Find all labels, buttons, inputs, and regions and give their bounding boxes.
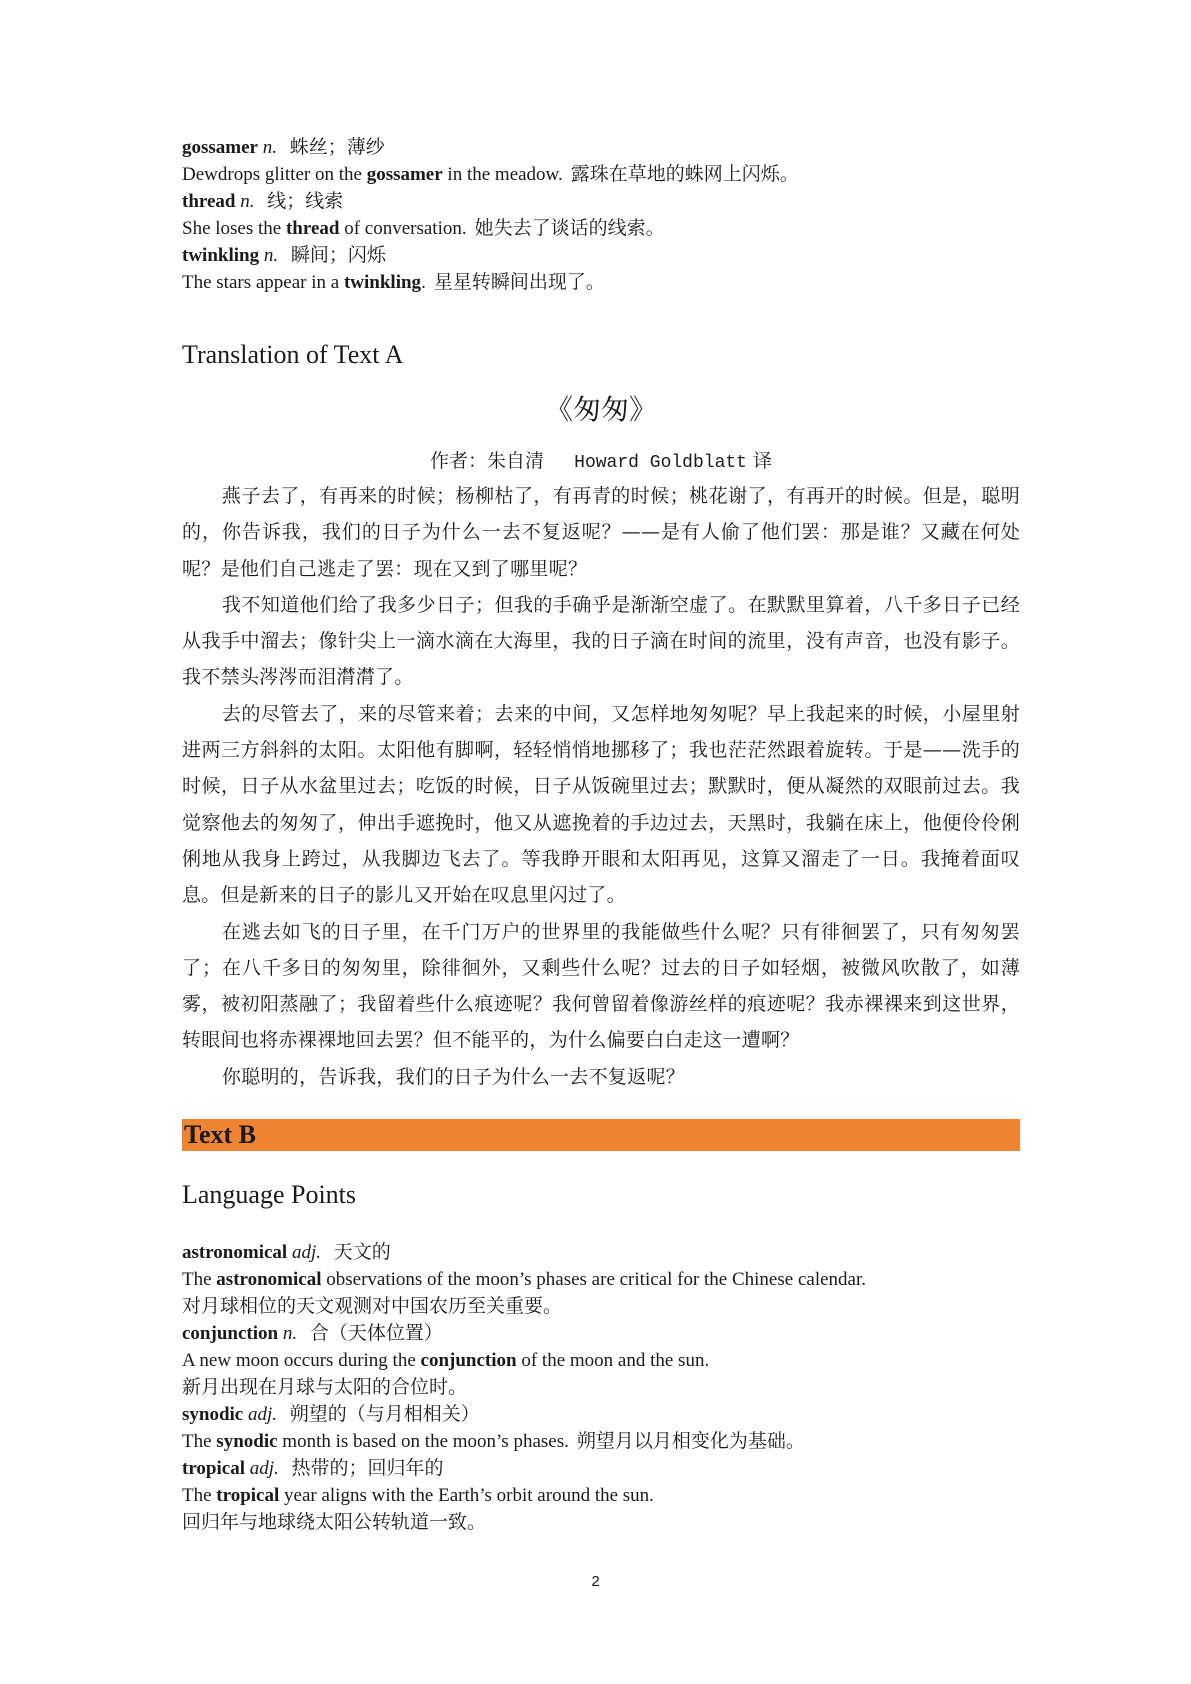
essay-paragraph: 在逃去如飞的日子里，在千门万户的世界里的我能做些什么呢？只有徘徊罢了，只有匆匆罢了；在八千多日的匆匆里，除徘徊外，又剩些什么呢？过去的日子如轻烟，被微风吹散了，如薄雾，被初阳蒸融了；我留着些什么痕迹呢？我何曾留着像游丝样的痕迹呢？我赤裸裸来到这世界，转眼间也将赤裸裸地回去罢？但不能平的，为什么偏要白白走这一遭啊？ [182,920,1020,1052]
vocab-meaning: 朔望的（与月相相关） [289,1404,480,1425]
example-text: A new moon occurs during the [182,1350,421,1371]
essay-body [182,478,1020,1095]
vocab-example-translation: 新月出现在月球与太阳的合位时。 [182,1377,468,1398]
vocab-example [182,269,1020,296]
vocab-pos: n. [263,245,279,266]
essay-title: 《匆匆》 [544,393,657,426]
example-text: in the meadow. [442,164,563,185]
example-translation: 她失去了谈话的线索。 [474,218,665,239]
vocab-example [182,1266,1020,1293]
example-text: The [182,1485,217,1506]
vocab-entry [182,1320,1020,1347]
vocab-entry [182,134,1020,161]
essay-paragraph: 我不知道他们给了我多少日子；但我的手确乎是渐渐空虚了。在默默里算着，八千多日子已经从我手中溜去；像针尖上一滴水滴在大海里，我的日子滴在时间的流里，没有声音，也没有影子。我不禁头涔涔而泪潸潸了。 [182,593,1020,689]
example-text: of conversation. [339,218,467,239]
vocab-meaning: 瞬间；闪烁 [290,245,386,266]
vocab-pos: n. [282,1323,298,1344]
example-text: year aligns with the Earth’s orbit around the sun. [279,1485,654,1506]
vocab-entry [182,188,1020,215]
example-keyword: tropical [216,1485,280,1506]
vocab-meaning: 蛛丝；薄纱 [289,137,385,158]
translator-suffix: 译 [753,450,773,472]
vocab-entry [182,1455,1020,1482]
example-keyword: twinkling [343,272,422,293]
vocab-entry [182,1401,1020,1428]
essay-paragraph: 燕子去了，有再来的时候；杨柳枯了，有再青的时候；桃花谢了，有再开的时候。但是，聪明的，你告诉我，我们的日子为什么一去不复返呢？——是有人偷了他们罢：那是谁？又藏在何处呢？是他们自己逃走了罢：现在又到了哪里呢？ [182,485,1020,580]
vocab-pos: adj. [248,1404,278,1425]
example-text: She loses the [182,218,286,239]
vocab-pos: n. [240,191,255,212]
vocab-word: conjunction [182,1323,279,1344]
vocab-example [182,1347,1020,1374]
vocab-entry [182,242,1020,269]
vocab-list-top [182,134,1020,296]
vocab-example-translation: 回归年与地球绕太阳公转轨道一致。 [182,1512,487,1533]
example-keyword: thread [285,218,340,239]
vocab-example [182,215,1020,242]
example-text: The stars appear in a [182,272,344,293]
vocab-example [182,1428,1020,1455]
author-name: 作者：朱自清 [429,450,544,472]
vocab-pos: adj. [249,1458,279,1479]
vocab-word: astronomical [182,1242,288,1263]
vocab-meaning: 合（天体位置） [309,1323,443,1344]
example-translation: 星星转瞬间出现了。 [433,272,605,293]
page-number: 2 [591,1573,600,1590]
vocab-example [182,1482,1020,1509]
example-keyword: conjunction [420,1350,517,1371]
vocab-entry [182,1239,1020,1266]
example-text: The [182,1431,217,1452]
essay-paragraph: 去的尽管去了，来的尽管来着；去来的中间，又怎样地匆匆呢？早上我起来的时候，小屋里射进两三方斜斜的太阳。太阳他有脚啊，轻轻悄悄地挪移了；我也茫茫然跟着旋转。于是——洗手的时候，日子从水盆里过去；吃饭的时候，日子从饭碗里过去；默默时，便从凝然的双眼前过去。我觉察他去的匆匆了，伸出手遮挽时，他又从遮挽着的手边过去，天黑时，我躺在床上，他便伶伶俐俐地从我身上跨过，从我脚边飞去了。等我睁开眼和太阳再见，这算又溜走了一日。我掩着面叹息。但是新来的日子的影儿又开始在叹息里闪过了。 [182,702,1020,907]
vocab-word: tropical [182,1458,245,1479]
vocab-word: synodic [182,1404,244,1425]
example-text: . [421,272,426,293]
essay-paragraph: 你聪明的，告诉我，我们的日子为什么一去不复返呢？ [221,1065,686,1088]
vocab-pos: n. [262,137,277,158]
vocab-word: twinkling [182,245,260,266]
translator-name: Howard Goldblatt [574,453,747,473]
vocab-list-bottom [182,1239,1020,1536]
section-bar-label: Text B [184,1120,256,1149]
example-text: of the moon and the sun. [516,1350,710,1371]
example-text: observations of the moon’s phases are critical for the Chinese calendar. [321,1269,866,1290]
example-keyword: gossamer [366,164,443,185]
vocab-example-translation: 对月球相位的天文观测对中国农历至关重要。 [182,1296,563,1317]
vocab-meaning: 天文的 [333,1242,391,1263]
author-line [182,446,1020,473]
vocab-word: gossamer [182,137,258,158]
vocab-meaning: 热带的；回归年的 [291,1458,444,1479]
vocab-meaning: 线；线索 [267,191,344,212]
vocab-word: thread [182,191,236,212]
example-text: Dewdrops glitter on the [182,164,367,185]
example-text: month is based on the moon’s phases. [277,1431,569,1452]
example-translation: 露珠在草地的蛛网上闪烁。 [570,164,799,185]
section-heading-translation: Translation of Text A [182,340,404,369]
example-keyword: astronomical [216,1269,322,1290]
section-bar-text-b [182,1119,1020,1151]
example-translation: 朔望月以月相变化为基础。 [576,1431,805,1452]
example-keyword: synodic [216,1431,278,1452]
vocab-example [182,161,1020,188]
example-text: The [182,1269,217,1290]
vocab-pos: adj. [291,1242,321,1263]
section-heading-language-points: Language Points [182,1180,357,1209]
